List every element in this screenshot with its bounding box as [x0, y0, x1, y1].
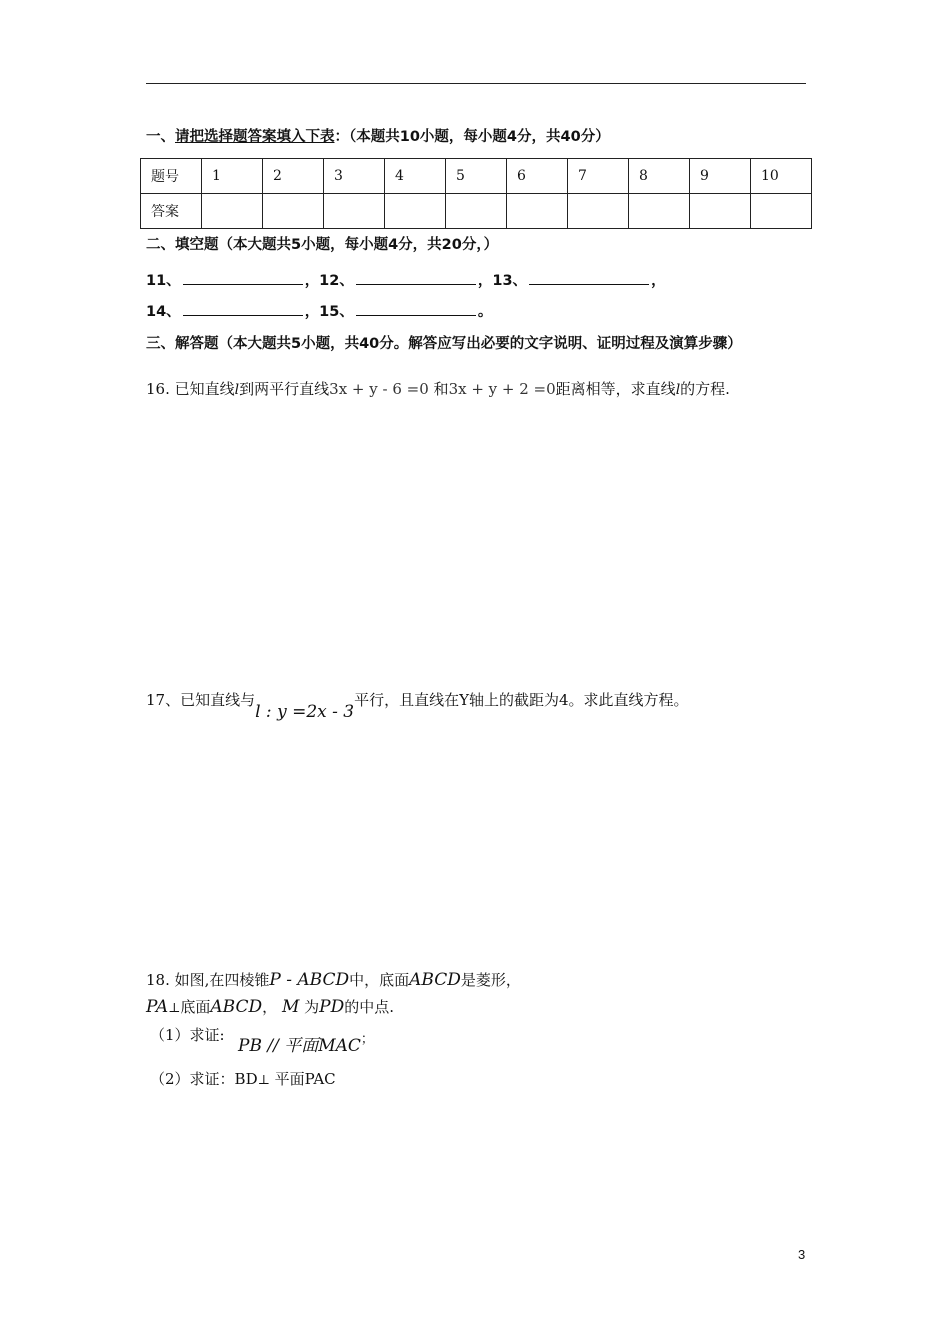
answer-cell[interactable] [446, 194, 507, 229]
answer-cell[interactable] [751, 194, 812, 229]
answer-cell[interactable] [385, 194, 446, 229]
q11-blank[interactable] [183, 270, 303, 285]
q18-point-m: M [281, 997, 300, 1017]
question-18-part-2 [150, 1069, 336, 1091]
q16-text: 和 [433, 380, 449, 398]
q16-number: 16. [146, 380, 170, 398]
q15-label: ，15、 [304, 304, 354, 320]
answer-cell[interactable] [568, 194, 629, 229]
section2-heading: 二、填空题（本大题共5小题，每小题4分，共20分，） [146, 237, 499, 253]
q18-part1-expression: PB // 平面MAC [238, 1036, 361, 1056]
section3-heading: 三、解答题（本大题共5小题，共40分。解答应写出必要的文字说明、证明过程及演算步骤） [146, 336, 742, 352]
q17-text: 17、已知直线与 [146, 691, 256, 709]
answer-cell[interactable] [690, 194, 751, 229]
table-cell: 1 [202, 159, 263, 194]
q17-text: 平行，且直线在Y轴上的截距为4。求此直线方程。 [354, 691, 689, 709]
q18-text: 的中点. [344, 998, 395, 1016]
q18-base: ABCD [409, 970, 461, 990]
section1-heading [146, 127, 610, 147]
question-18-line-1 [146, 970, 521, 990]
q16-text: 到两平行直线 [239, 380, 330, 398]
fill-blank-row-1 [146, 270, 666, 291]
q16-var-l: l [234, 382, 240, 398]
q18-part1-label: （1）求证: [150, 1026, 225, 1044]
perpendicular-symbol: ⊥ [168, 1001, 181, 1016]
q18-text: ， [262, 998, 278, 1016]
q18-part1-end: ； [360, 1032, 374, 1047]
q18-part2-label: （2）求证：BD [150, 1070, 258, 1088]
q16-text: 已知直线 [174, 380, 235, 398]
table-cell: 5 [446, 159, 507, 194]
table-cell: 3 [324, 159, 385, 194]
section1-prefix: 一、 [146, 129, 175, 145]
answer-cell[interactable] [629, 194, 690, 229]
q16-var-l: l [675, 382, 681, 398]
row-label-number: 题号 [141, 159, 202, 194]
page-number: 3 [798, 1247, 806, 1262]
q14-label: 14、 [146, 304, 181, 320]
q18-text: 为 [304, 998, 320, 1016]
answer-cell[interactable] [507, 194, 568, 229]
question-16 [146, 379, 730, 400]
answer-cell[interactable] [202, 194, 263, 229]
table-cell: 7 [568, 159, 629, 194]
row-label-answer: 答案 [141, 194, 202, 229]
header-rule [146, 83, 806, 84]
q18-text: 底面 [180, 998, 211, 1016]
q15-blank[interactable] [356, 301, 476, 316]
q18-pyramid: P - ABCD [269, 970, 350, 990]
q11-label: 11、 [146, 273, 181, 289]
table-cell: 8 [629, 159, 690, 194]
section1-title: 请把选择题答案填入下表 [175, 129, 335, 145]
table-cell: 4 [385, 159, 446, 194]
q18-text: 是菱形， [460, 971, 521, 989]
q16-equation-2: 3x + y + 2 =0 [448, 380, 556, 398]
table-row-numbers [141, 159, 812, 194]
question-18-part-1 [150, 1025, 225, 1045]
q17-equation: l : y =2x - 3 [255, 702, 355, 722]
q14-blank[interactable] [183, 301, 303, 316]
q13-blank[interactable] [529, 270, 649, 285]
q16-equation-1: 3x + y - 6 =0 [329, 380, 429, 398]
q16-text: 距离相等，求直线 [555, 380, 676, 398]
row2-end: 。 [477, 304, 493, 320]
answer-cell[interactable] [324, 194, 385, 229]
answer-table [140, 158, 812, 229]
q18-pa: PA [146, 997, 169, 1017]
q12-blank[interactable] [356, 270, 476, 285]
q16-text: 的方程. [680, 380, 730, 398]
question-18-line-2 [146, 997, 394, 1019]
question-18-part-1-expr [238, 1032, 374, 1058]
q13-label: ，13、 [477, 273, 528, 289]
table-cell: 6 [507, 159, 568, 194]
table-cell: 2 [263, 159, 324, 194]
question-17 [146, 690, 689, 722]
row1-end: ， [651, 273, 666, 289]
answer-cell[interactable] [263, 194, 324, 229]
fill-blank-row-2 [146, 301, 492, 322]
table-cell: 9 [690, 159, 751, 194]
perpendicular-symbol: ⊥ [257, 1073, 270, 1088]
q18-base: ABCD [210, 997, 263, 1017]
section1-suffix: ：（本题共10小题，每小题4分，共40分） [334, 129, 610, 145]
q12-label: ，12、 [304, 273, 354, 289]
q18-text: 18. 如图,在四棱锥 [146, 971, 270, 989]
q18-pd: PD [319, 997, 345, 1017]
q18-text: 中，底面 [349, 971, 410, 989]
q18-part2-text: 平面PAC [274, 1070, 336, 1088]
table-row-answers [141, 194, 812, 229]
table-cell: 10 [751, 159, 812, 194]
